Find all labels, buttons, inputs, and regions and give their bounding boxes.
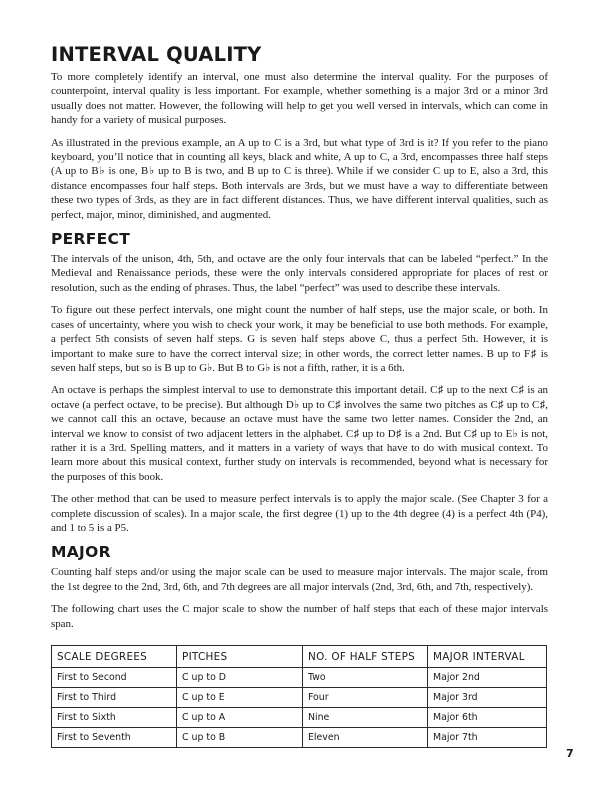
table-cell: Four <box>303 688 428 708</box>
paragraph: As illustrated in the previous example, an A up to C is a 3rd, but what type of 3rd is it? If you refer to the piano keyboard, you’ll notice that in counting all keys, black and white, A up to C, a 3rd, encompasses three half steps (A up to B♭ is one, B♭ up to B is two, and B up to C is three). While if we consider C up to E, also a 3rd, this distance encompasses four half steps. Both intervals are 3rds, but we must have a way to differentiate between these two types of 3rds, as they are in fact different distances. Thus, we have different interval qualities, such as perfect, major, minor, diminished, and augmented. <box>51 136 548 221</box>
table-row <box>52 688 547 708</box>
paragraph: The following chart uses the C major scale to show the number of half steps that each of these major intervals span. <box>51 603 548 630</box>
table-cell: First to Third <box>52 688 177 708</box>
paragraph: The intervals of the unison, 4th, 5th, and octave are the only four intervals that can be labeled “perfect.” In the Medieval and Renaissance periods, these were the only intervals considered appropriate for places of rest or resolution, such as the ending of phrases. Thus, the label “perfect” was used to describe these intervals. <box>51 253 548 294</box>
paragraph: To figure out these perfect intervals, one might count the number of half steps, use the major scale, or both. In cases of uncertainty, where you wish to check your work, it may be beneficial to use both methods. For example, a perfect 5th consists of seven half steps. G is seven half steps above C, thus a perfect 5th. However, it is important to make sure to have the correct interval size; in other words, the correct letter names. B up to F♯ is seven half steps, but so is B up to G♭. But B to G♭ is not a fifth, rather, it is a 6th. <box>51 304 548 374</box>
table-header-row <box>52 646 547 668</box>
table-cell: First to Second <box>52 668 177 688</box>
table-cell: Eleven <box>303 728 428 748</box>
major-intervals-table <box>51 645 547 748</box>
table-cell: Major 3rd <box>428 688 547 708</box>
table-cell: First to Seventh <box>52 728 177 748</box>
section-heading-major: MAJOR <box>51 543 111 562</box>
table-row <box>52 708 547 728</box>
paragraph: To more completely identify an interval, one must also determine the interval quality. For the purposes of counterpoint, interval quality is less important. For example, whether something is a major 3rd or a minor 3rd usually does not matter. However, the following will help to get you well versed in intervals, which can come in handy for a variety of musical purposes. <box>51 71 548 127</box>
table-cell: Major 7th <box>428 728 547 748</box>
column-header: PITCHES <box>177 646 303 668</box>
paragraph: An octave is perhaps the simplest interval to use to demonstrate this important detail. C♯ up to the next C♯ is an octave (a perfect octave, to be precise). But although D♭ up to C♯ involves the same two pitches as C♯ up to C♯, we cannot call this an octave, because an octave must have the same two letter names. Consider the 2nd, an interval we know to consist of two adjacent letters in the alphabet. C♯ up to D♯ is a 2nd. But C♯ up to E♭ is not, rather it is a 3rd. Spelling matters, and it matters in a variety of ways that have to do with musical context. To learn more about this musical context, further study on intervals is recommended, beyond what is necessary for the purposes of this book. <box>51 384 548 483</box>
table-cell: Nine <box>303 708 428 728</box>
table-row <box>52 668 547 688</box>
table-cell: C up to E <box>177 688 303 708</box>
column-header: SCALE DEGREES <box>52 646 177 668</box>
table-cell: C up to B <box>177 728 303 748</box>
column-header: MAJOR INTERVAL <box>428 646 547 668</box>
table-cell: C up to D <box>177 668 303 688</box>
column-header: NO. OF HALF STEPS <box>303 646 428 668</box>
section-heading-perfect: PERFECT <box>51 230 131 249</box>
table-cell: C up to A <box>177 708 303 728</box>
table-cell: Major 6th <box>428 708 547 728</box>
table-row <box>52 728 547 748</box>
table-cell: First to Sixth <box>52 708 177 728</box>
section-heading-interval-quality: INTERVAL QUALITY <box>51 43 262 66</box>
table-cell: Two <box>303 668 428 688</box>
paragraph: The other method that can be used to measure perfect intervals is to apply the major scale. (See Chapter 3 for a complete discussion of scales). In a major scale, the first degree (1) up to the 4th degree (4) is a perfect 4th (P4), and 1 to 5 is a P5. <box>51 493 548 534</box>
paragraph: Counting half steps and/or using the major scale can be used to measure major intervals. The major scale, from the 1st degree to the 2nd, 3rd, 6th, and 7th degrees are all major intervals (2nd, 3rd, 6th, and 7th, respectively). <box>51 566 548 593</box>
page-content <box>51 44 548 748</box>
page-number: 7 <box>566 747 574 760</box>
table-cell: Major 2nd <box>428 668 547 688</box>
